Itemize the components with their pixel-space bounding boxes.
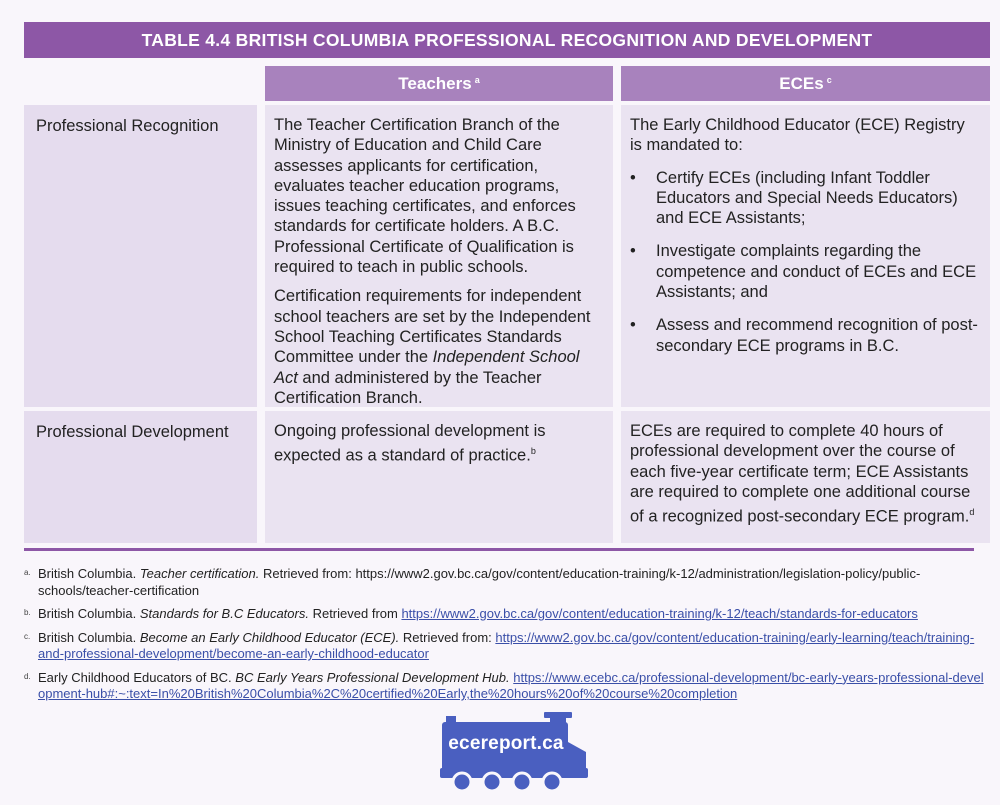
eces-development-text: ECEs are required to complete 40 hours of professional development over the course of each five-year certificate term; ECE Assistants are required to complete one additional course of a recognized post-secondary ECE program.$^d$ [630, 422, 975, 526]
train-logo-icon [440, 712, 590, 798]
list-item: • Investigate complaints regarding the competence and conduct of ECEs and ECE Assistants; and [630, 241, 981, 302]
teachers-recognition-paragraph-2: Certification requirements for independent school teachers are set by the Independent School Teaching Certificates Standards Committee under the Independent School Act and administered by the Teacher Certification Branch. [274, 287, 591, 407]
cell-recognition-eces [621, 105, 990, 407]
footnote-mark-a: a [474, 74, 480, 85]
footnote-c-link[interactable]: https://www2.gov.bc.ca/gov/content/education-training/early-learning/teach/training-and-professional-development/become-an-early-childhood-educator [38, 629, 975, 661]
divider [24, 548, 974, 551]
logo-text: ecereport.ca [448, 733, 564, 754]
cell-development-teachers [265, 411, 613, 543]
teachers-development-text: Ongoing professional development is expected as a standard of practice.$^b$ [274, 422, 546, 465]
footnote-mark-d: d [969, 507, 975, 518]
column-header-teachers-label: Teachers [398, 73, 472, 93]
footnote-b-link[interactable]: https://www2.gov.bc.ca/gov/content/education-training/k-12/teach/standards-for-educators [401, 606, 918, 621]
list-item: • Assess and recommend recognition of post-secondary ECE programs in B.C. [630, 315, 981, 356]
cell-recognition-teachers [265, 105, 613, 407]
row-label-recognition: Professional Recognition [24, 105, 257, 407]
footnote-c: c. British Columbia. Become an Early Childhood Educator (ECE). Retrieved from: https://www2.gov.bc.ca/gov/content/education-training/early-learning/teach/training-and-professional-development/become-an-early-childhood-educator [24, 629, 975, 661]
footnote-a: a. British Columbia. Teacher certification. Retrieved from: https://www2.gov.bc.ca/gov/content/education-training/k-12/administration/legislation-policy/public-schools/teacher-certification [24, 566, 921, 598]
teachers-recognition-paragraph-1: The Teacher Certification Branch of the Ministry of Education and Child Care assesses applicants for certification, evaluates teacher education programs, issues teaching certificates, and enforces standards for certificate holders. A B.C. Professional Certificate of Qualification is required to teach in public schools. [274, 116, 576, 277]
column-header-eces [621, 66, 990, 101]
eces-recognition-intro: The Early Childhood Educator (ECE) Registry is mandated to: [630, 116, 965, 155]
row-label-development: Professional Development [24, 411, 257, 543]
footnote-d: d. Early Childhood Educators of BC. BC Early Years Professional Development Hub. https://www.ecebc.ca/professional-development/bc-early-years-professional-development-hub#:~:text=In%20British%20Columbia%2C%20certified%20Early,the%20hours%20of%20course%20completion [24, 669, 984, 701]
footnote-b: b. British Columbia. Standards for B.C Educators. Retrieved from https://www2.gov.bc.ca/gov/content/education-training/k-12/teach/standards-for-educators [24, 606, 918, 621]
eces-mandate-list [630, 168, 981, 356]
footnote-mark-c: c [826, 74, 832, 85]
table-title: TABLE 4.4 BRITISH COLUMBIA PROFESSIONAL RECOGNITION AND DEVELOPMENT [24, 22, 990, 58]
cell-development-eces [621, 411, 990, 543]
footnote-d-link[interactable]: https://www.ecebc.ca/professional-development/bc-early-years-professional-development-hub#:~:text=In%20British%20Columbia%2C%20certified%20Early,the%20hours%20of%20course%20completion [38, 669, 984, 701]
column-header-eces-label: ECEs [779, 73, 824, 93]
footnotes [24, 566, 984, 710]
list-item: • Certify ECEs (including Infant Toddler Educators and Special Needs Educators) and ECE Assistants; [630, 168, 981, 229]
footnote-mark-b: b [530, 446, 536, 457]
column-header-teachers [265, 66, 613, 101]
